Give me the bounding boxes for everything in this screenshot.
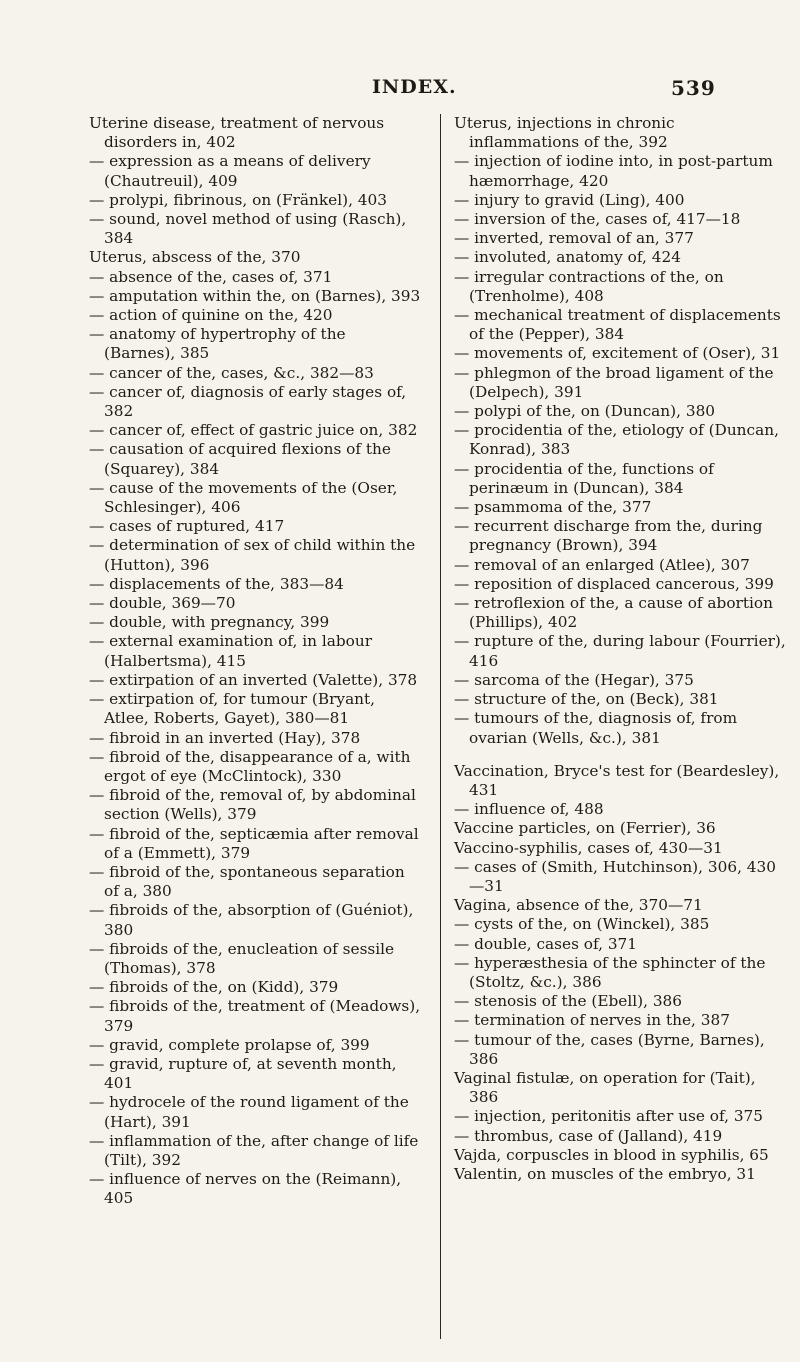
index-entry: — movements of, excitement of (Oser), 31	[454, 344, 781, 363]
index-entry: — cancer of, diagnosis of early stages of, 382	[89, 382, 407, 421]
column-divider	[440, 114, 441, 1339]
index-entry: — hydrocele of the round ligament of the (Hart), 391	[89, 1093, 409, 1131]
index-entry: — prolypi, fibrinous, on (Fränkel), 403	[89, 190, 387, 209]
index-entry: — action of quinine on the, 420	[89, 306, 333, 325]
index-entry: — cases of (Smith, Hutchinson), 306, 430—31	[454, 857, 776, 895]
index-entry: — extirpation of, for tumour (Bryant, Atlee, Roberts, Gayet), 380—81	[89, 690, 376, 728]
index-entry: — amputation within the, on (Barnes), 393	[89, 286, 421, 305]
index-entry: Vagina, absence of the, 370—71	[454, 896, 703, 915]
index-entry: — thrombus, case of (Jalland), 419	[454, 1126, 723, 1145]
index-entry: — inversion of the, cases of, 417—18	[454, 210, 741, 229]
index-entry: — influence of, 488	[454, 800, 604, 819]
index-entry: — determination of sex of child within the (Hutton), 396	[89, 536, 416, 574]
left-index-column	[89, 114, 421, 1209]
index-entry: — procidentia of the, etiology of (Duncan, Konrad), 383	[454, 421, 779, 459]
right-index-column	[454, 114, 786, 1184]
index-entry: — stenosis of the (Ebell), 386	[454, 992, 683, 1011]
index-entry: Vajda, corpuscles in blood in syphilis, 65	[454, 1145, 769, 1164]
index-entry: — anatomy of hypertrophy of the (Barnes), 385	[89, 325, 346, 363]
index-entry: — fibroid of the, removal of, by abdominal section (Wells), 379	[89, 786, 416, 824]
index-entry: Vaccine particles, on (Ferrier), 36	[454, 819, 716, 838]
index-entry: — psammoma of the, 377	[454, 498, 652, 517]
index-entry: Uterus, abscess of the, 370	[89, 248, 301, 267]
running-title: INDEX.	[372, 76, 457, 98]
index-entry: Vaccination, Bryce's test for (Beardesley), 431	[454, 761, 780, 799]
index-entry: — polypi of the, on (Duncan), 380	[454, 402, 716, 421]
index-entry: — procidentia of the, functions of perinæum in (Duncan), 384	[454, 459, 714, 497]
index-entry: — retroflexion of the, a cause of abortion (Phillips), 402	[454, 594, 773, 632]
index-entry: — causation of acquired flexions of the (Squarey), 384	[89, 440, 391, 478]
index-entry: — fibroid of the, disappearance of a, with ergot of eye (McClintock), 330	[89, 747, 411, 785]
index-entry: — inverted, removal of an, 377	[454, 229, 694, 248]
index-entry: — phlegmon of the broad ligament of the (Delpech), 391	[454, 363, 774, 401]
index-entry: — fibroids of the, on (Kidd), 379	[89, 978, 339, 997]
index-entry: Vaginal fistulæ, on operation for (Tait), 386	[454, 1068, 756, 1107]
index-entry: — inflammation of the, after change of life (Tilt), 392	[89, 1131, 419, 1169]
index-entry: — fibroid in an inverted (Hay), 378	[89, 728, 361, 747]
index-entry: — extirpation of an inverted (Valette), 378	[89, 670, 418, 689]
index-entry: — hyperæsthesia of the sphincter of the (Stoltz, &c.), 386	[454, 953, 766, 991]
index-entry: — gravid, rupture of, at seventh month, 401	[89, 1054, 397, 1093]
index-entry: — cysts of the, on (Winckel), 385	[454, 915, 710, 934]
index-entry: — double, cases of, 371	[454, 934, 638, 953]
index-entry: — fibroids of the, enucleation of sessile (Thomas), 378	[89, 939, 395, 977]
index-entry: — absence of the, cases of, 371	[89, 267, 333, 286]
index-entry: — cancer of, effect of gastric juice on, 382	[89, 421, 418, 440]
index-entry: — injection, peritonitis after use of, 375	[454, 1107, 764, 1126]
index-entry: — double, 369—70	[89, 594, 236, 613]
index-entry: — tumours of the, diagnosis of, from ovarian (Wells, &c.), 381	[454, 709, 738, 747]
index-entry: — irregular contractions of the, on (Trenholme), 408	[454, 267, 724, 305]
index-entry: — expression as a means of delivery (Chautreuil), 409	[89, 152, 371, 190]
index-entry: — injury to gravid (Ling), 400	[454, 190, 685, 209]
index-entry: Valentin, on muscles of the embryo, 31	[454, 1164, 756, 1183]
index-entry: Uterine disease, treatment of nervous disorders in, 402	[89, 114, 385, 152]
page-number: 539	[671, 76, 716, 100]
index-entry: — structure of the, on (Beck), 381	[454, 690, 719, 709]
index-entry: Vaccino-syphilis, cases of, 430—31	[454, 838, 723, 857]
index-entry: — fibroid of the, septicæmia after removal of a (Emmett), 379	[89, 824, 419, 862]
index-entry: — fibroid of the, spontaneous separation of a, 380	[89, 862, 405, 901]
index-entry: — mechanical treatment of displacements of the (Pepper), 384	[454, 306, 781, 344]
index-entry: — cause of the movements of the (Oser, Schlesinger), 406	[89, 478, 398, 517]
index-entry: — gravid, complete prolapse of, 399	[89, 1035, 370, 1054]
index-entry: — cases of ruptured, 417	[89, 517, 285, 536]
index-entry: — injection of iodine into, in post-partum hæmorrhage, 420	[454, 152, 773, 190]
index-entry: Uterus, injections in chronic inflammations of the, 392	[454, 114, 675, 152]
index-entry: — sarcoma of the (Hegar), 375	[454, 670, 694, 689]
index-entry: — rupture of the, during labour (Fourrier), 416	[454, 632, 786, 670]
index-entry: — termination of nerves in the, 387	[454, 1011, 730, 1030]
index-entry: — external examination of, in labour (Halbertsma), 415	[89, 632, 373, 670]
index-entry: — tumour of the, cases (Byrne, Barnes), 386	[454, 1030, 765, 1068]
index-entry: — displacements of the, 383—84	[89, 574, 344, 593]
index-entry: — fibroids of the, treatment of (Meadows), 379	[89, 997, 421, 1035]
index-entry: — double, with pregnancy, 399	[89, 613, 330, 632]
index-entry: — cancer of the, cases, &c., 382—83	[89, 363, 374, 382]
index-entry: — recurrent discharge from the, during pregnancy (Brown), 394	[454, 517, 763, 555]
page-header	[0, 76, 800, 106]
index-entry: — removal of an enlarged (Atlee), 307	[454, 555, 750, 574]
index-entry: — sound, novel method of using (Rasch), 384	[89, 210, 407, 248]
index-entry: — reposition of displaced cancerous, 399	[454, 574, 774, 593]
index-entry: — fibroids of the, absorption of (Guéniot), 380	[89, 901, 414, 939]
index-entry: — influence of nerves on the (Reimann), 405	[89, 1170, 402, 1208]
index-entry: — involuted, anatomy of, 424	[454, 248, 681, 267]
